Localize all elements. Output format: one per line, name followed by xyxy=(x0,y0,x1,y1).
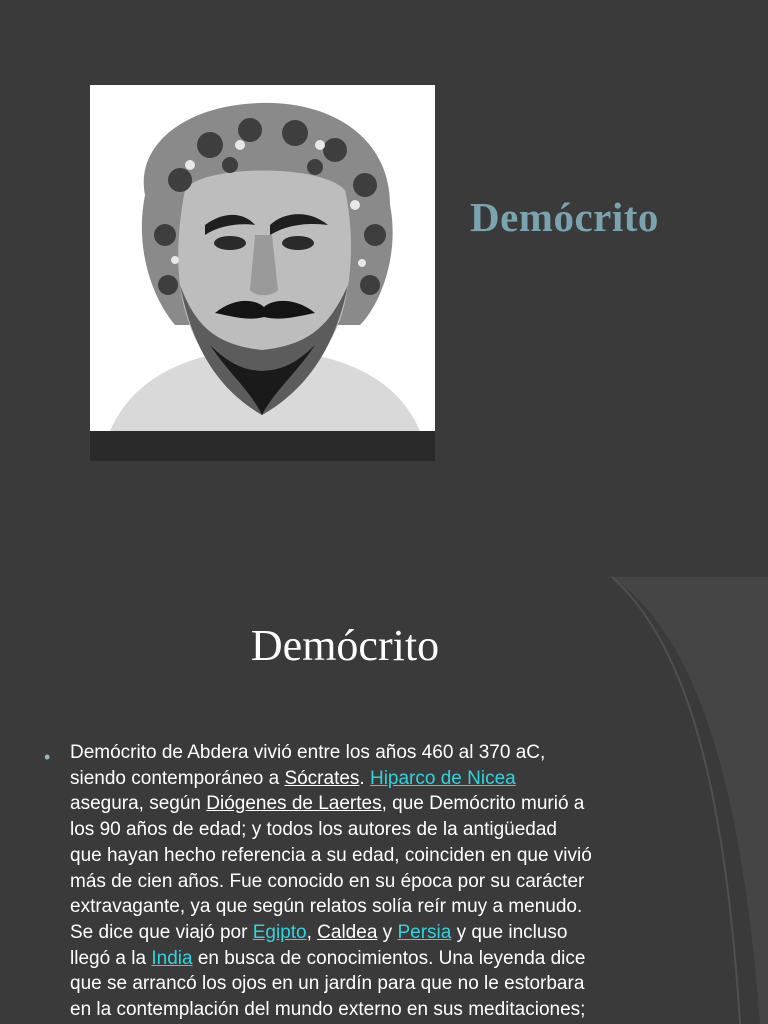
text-run: más de cien años. Fue conocido en su época por su carácter xyxy=(70,870,585,892)
text-run: . xyxy=(359,767,370,789)
underlined-link[interactable]: Diógenes de Laertes xyxy=(206,793,382,815)
underlined-link[interactable]: Sócrates xyxy=(284,767,360,789)
paragraph-line xyxy=(70,791,670,817)
slide-1-title: Demócrito xyxy=(470,194,659,240)
paragraph-line xyxy=(70,946,670,972)
text-run: en busca de conocimientos. Una leyenda dice xyxy=(192,947,586,969)
paragraph-line xyxy=(70,971,670,997)
text-run: que hayan hecho referencia a su edad, coinciden en que vivió xyxy=(70,844,592,866)
paragraph-line xyxy=(70,817,670,843)
image-caption-bar xyxy=(90,431,435,461)
text-run: Se dice que viajó por xyxy=(70,921,253,943)
text-run: extravagante, ya que según relatos solía reír muy a menudo. xyxy=(70,896,583,918)
text-run: asegura, según xyxy=(70,793,207,815)
text-run: llegó a la xyxy=(70,947,152,969)
paragraph-line xyxy=(70,740,670,766)
text-run: Demócrito de Abdera vivió entre los años 460 al 370 aC, xyxy=(70,742,546,763)
paragraph-line xyxy=(70,843,670,869)
text-run: que se arrancó los ojos en un jardín para que no le estorbara xyxy=(70,973,585,995)
text-run: , que Demócrito murió a xyxy=(381,793,585,815)
paragraph-line xyxy=(70,894,670,920)
paragraph-line xyxy=(70,869,670,895)
hyperlink[interactable]: Persia xyxy=(397,921,452,943)
bullet-paragraph xyxy=(70,740,670,1023)
text-run: y xyxy=(377,921,398,943)
slide-2 xyxy=(0,512,768,1024)
paragraph-line xyxy=(70,920,670,946)
underlined-link[interactable]: Caldea xyxy=(317,921,378,943)
text-run: en la contemplación del mundo externo en sus meditaciones; xyxy=(70,999,586,1021)
hyperlink[interactable]: India xyxy=(151,947,193,969)
slide-2-title: Demócrito xyxy=(250,621,440,670)
text-run: , xyxy=(306,921,318,943)
text-run: los 90 años de edad; y todos los autores de la antigüedad xyxy=(70,819,557,841)
bullet-icon: • xyxy=(44,747,51,767)
democritus-bust-image xyxy=(90,85,435,431)
hyperlink[interactable]: Egipto xyxy=(252,921,307,943)
paragraph-line xyxy=(70,766,670,792)
paragraph-line xyxy=(70,997,670,1023)
text-run: y que incluso xyxy=(451,921,568,943)
text-run: siendo contemporáneo a xyxy=(70,767,285,789)
hyperlink[interactable]: Hiparco de Nicea xyxy=(369,767,516,789)
